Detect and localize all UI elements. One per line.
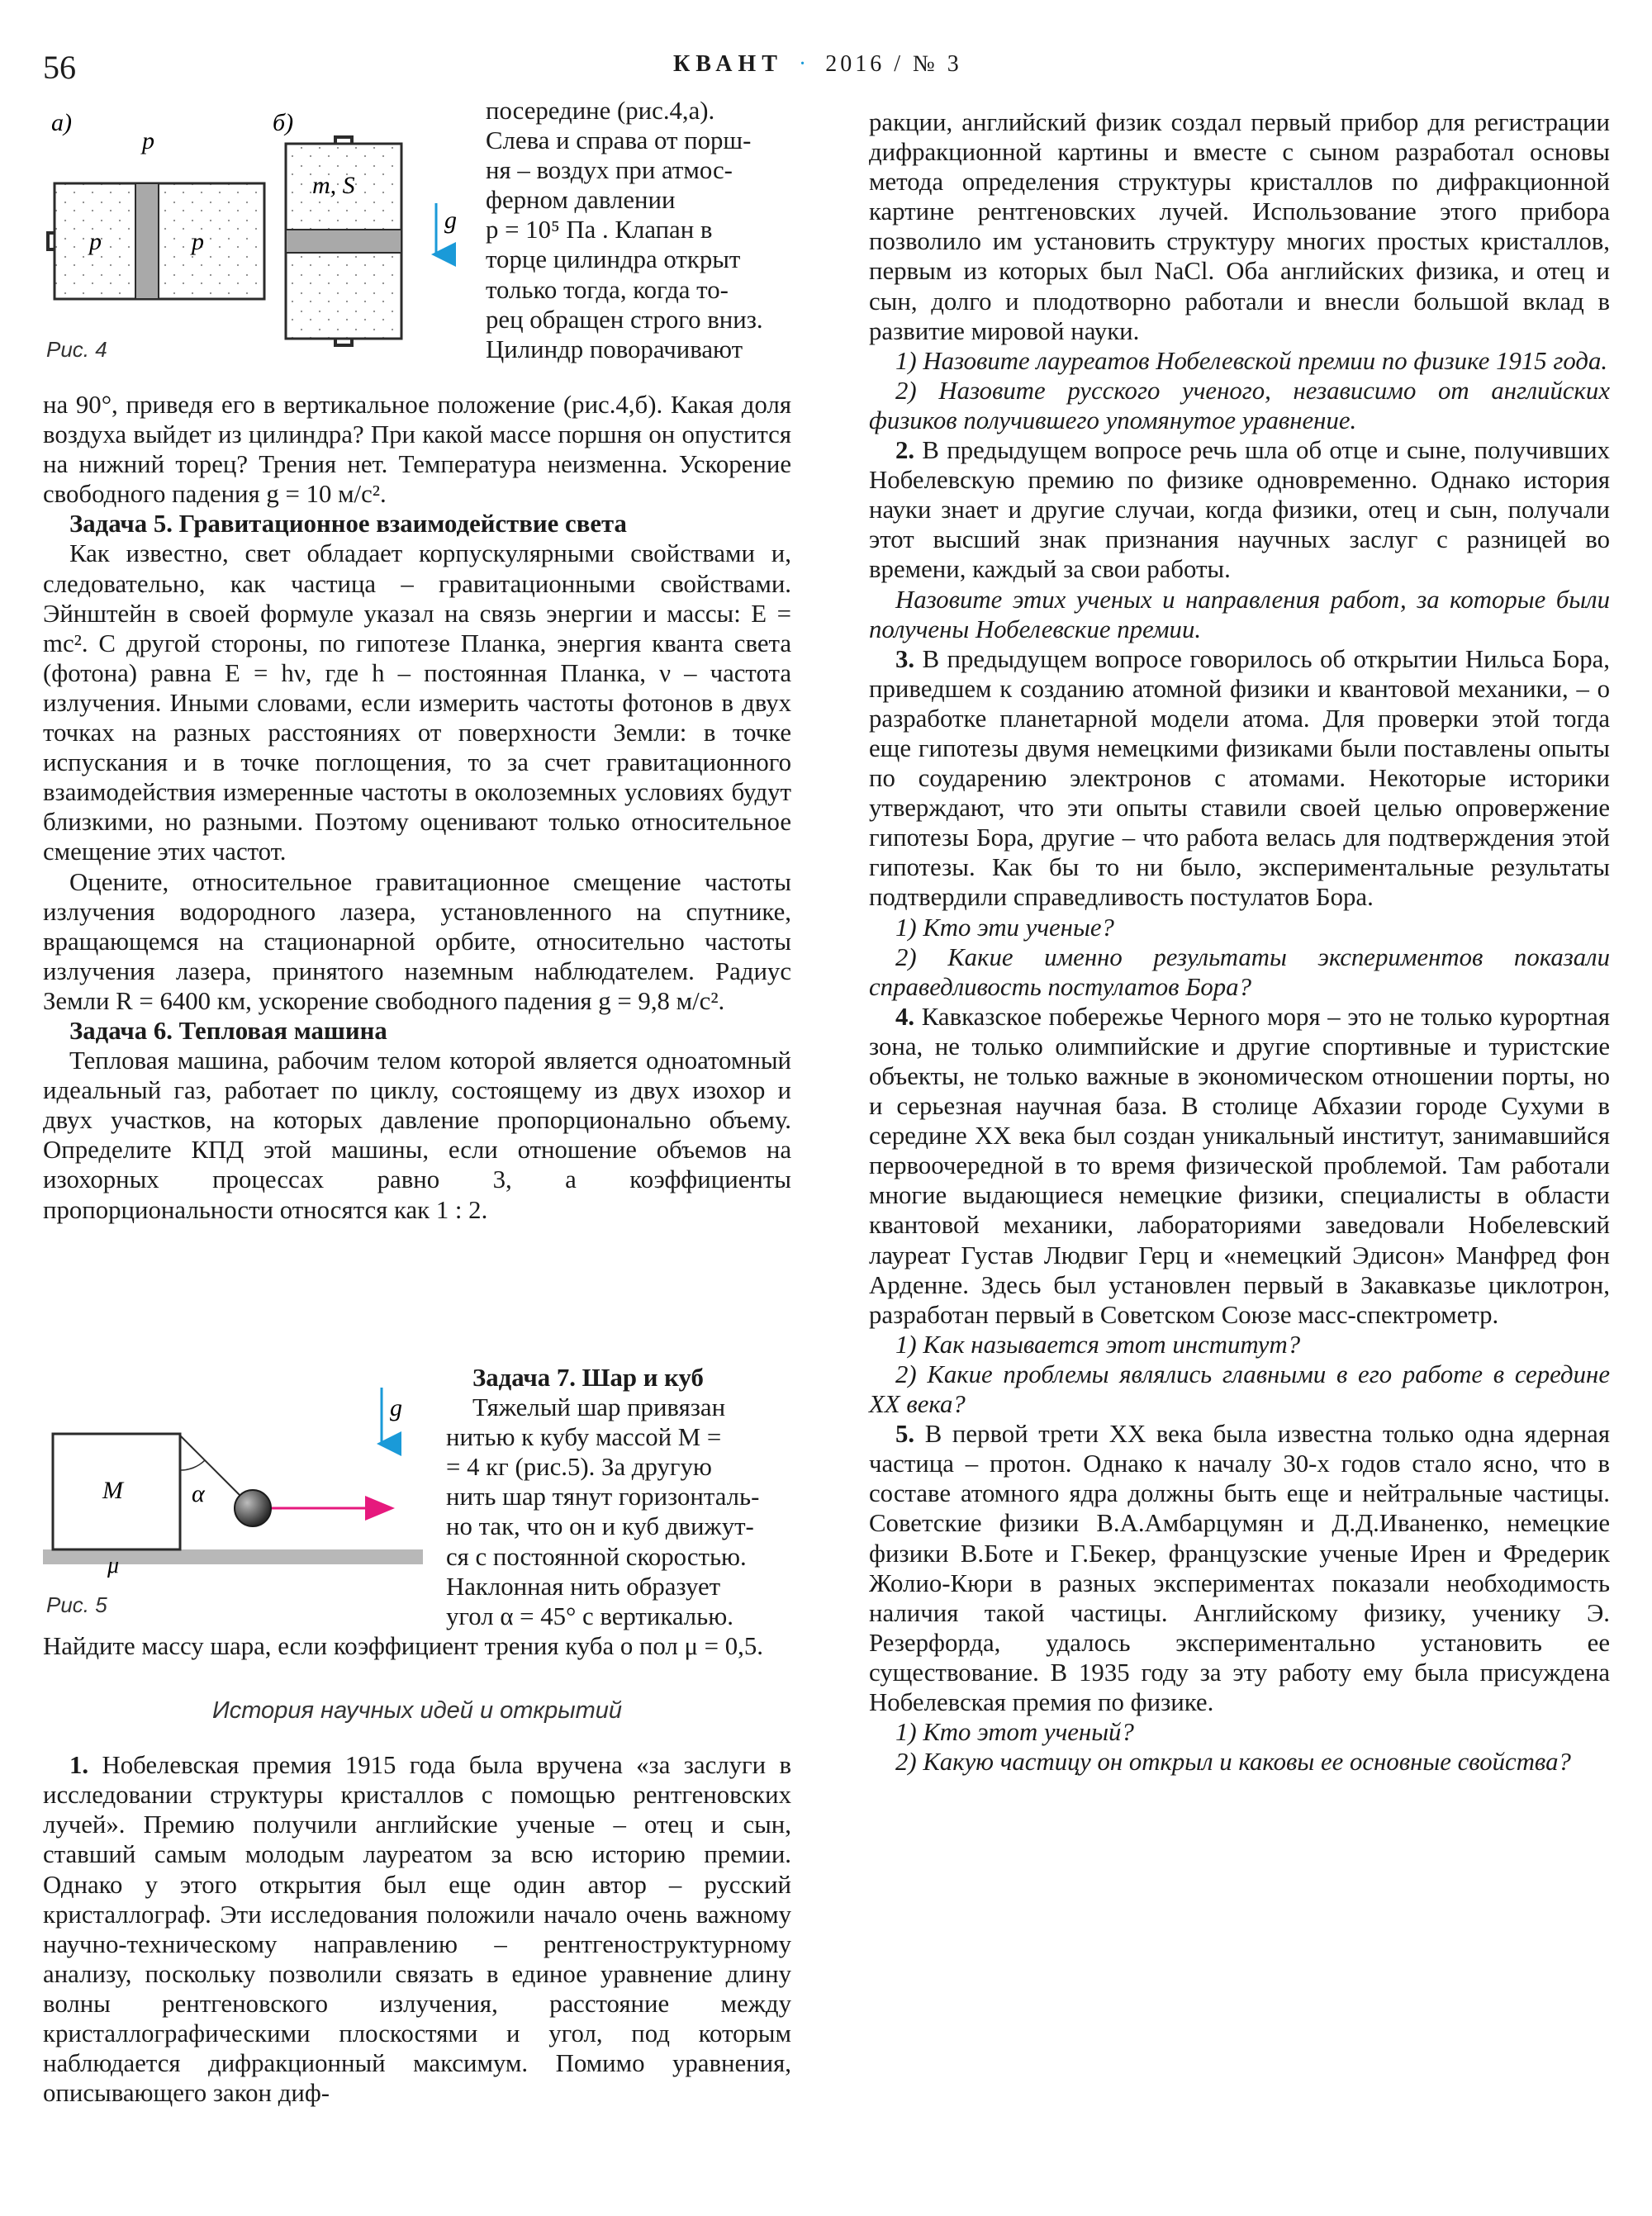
task7-title: Задача 7. Шар и куб: [472, 1364, 704, 1392]
history-q1-number: 1.: [69, 1751, 89, 1780]
task4-line: ферном давлении: [486, 186, 676, 215]
fig4a-piston: [135, 183, 159, 299]
header-separator: ·: [798, 51, 810, 77]
fig5-label-mu: μ: [107, 1553, 120, 1578]
task6-paragraph: Тепловая машина, рабочим телом которой является одноатомный идеальный газ, работает по циклу, состоящему из двух изохор и двух участков, на которых давление пропорционально объему. Определите КПД этой машины, если отношение объемов на изохорных процессах равно 3, а коэффициенты пропорциональности относятся как 1 : 2.: [43, 1046, 791, 1224]
task7-continuation: Найдите массу шара, если коэффициент трения куба о пол μ = 0,5.: [43, 1632, 763, 1660]
figure-5-caption: Рис. 5: [46, 1592, 107, 1617]
history-q1-continued: ракции, английский физик создал первый прибор для регистрации дифракционной картины и вместе с сыном разработал основы метода определения структуры кристаллов по дифракционной картине рентгеновских лучей. Использование этого прибора позволило им установить структуру многих простых кристаллов, первым из которых был NaCl. Оба английских физика, и отец и сын, долго и плодотворно работали и внесли большой вклад в развитие мировой науки.: [869, 108, 1610, 345]
history-q2-number: 2.: [895, 436, 915, 465]
fig4-label-g: g: [444, 206, 457, 234]
fig4-label-a: а): [51, 109, 72, 136]
history-q5: [869, 1419, 1610, 1717]
task4-beside-figure: [486, 96, 791, 364]
task4-line: Слева и справа от порш-: [486, 126, 752, 155]
fig5-label-g: g: [390, 1394, 402, 1421]
task4-line: ня – воздух при атмос-: [486, 156, 733, 185]
task7-beside-figure: [446, 1363, 791, 1631]
task5-paragraph-2: Оцените, относительное гравитационное смещение частоты излучения водородного лазера, установленного на спутнике, вращающемся на стационарной орбите, относительно частоты излучения лазера, принятого наземным наблюдателем. Радиус Земли R = 6400 км, ускорение свободного падения g = 9,8 м/с².: [43, 867, 791, 1015]
left-column-lower: [43, 1631, 791, 2108]
task4-line: рец обращен строго вниз.: [486, 305, 763, 334]
history-q1-question-1: 1) Назовите лауреатов Нобелевской премии по физике 1915 года.: [895, 346, 1608, 375]
history-q3-question-1: 1) Кто эти ученые?: [895, 913, 1114, 942]
fig5-floor: [43, 1549, 423, 1564]
fig4-label-b: б): [273, 109, 294, 136]
history-section-title: История научных идей и открытий: [211, 1697, 623, 1725]
history-q1-question-2: 2) Назовите русского ученого, независимо от английских физиков получившего упомянутое уравнение.: [869, 376, 1610, 434]
task7-line: ся с постоянной скоростью.: [446, 1542, 747, 1571]
fig5-label-M: M: [102, 1477, 123, 1504]
history-q5-question-2: 2) Какую частицу он открыл и каковы ее основные свойства?: [895, 1748, 1571, 1777]
magazine-title: КВАНТ: [673, 51, 783, 77]
history-q2-question: Назовите этих ученых и направления работ, за которые были получены Нобелевские премии.: [869, 585, 1610, 643]
history-q2-text: В предыдущем вопросе речь шла об отце и сыне, получивших Нобелевскую премию по физике одновременно. Однако история науки знает и другие случаи, когда физики, отец и сын, получали этот высший знак признания научных заслуг с разницей во времени, каждый за свои работы.: [869, 436, 1610, 584]
history-q3-text: В предыдущем вопросе говорилось об открытии Нильса Бора, приведшем к созданию атомной физики и квантовой механики, – о разработке планетарной модели атома. Для проверки этой тогда еще гипотезы двумя немецкими физиками были поставлены опыты по соударению электронов с атомами. Некоторые историки утверждают, что эти опыты ставили своей целью опровержение гипотезы Бора, другие – что работа велась для подтверждения этой гипотезы. Как бы то ни было, экспериментальные результаты подтвердили справедливость постулатов Бора.: [869, 644, 1610, 912]
task5-title: Задача 5. Гравитационное взаимодействие света: [69, 510, 627, 539]
left-column: [43, 390, 791, 1225]
history-q4-question-2: 2) Какие проблемы являлись главными в его работе в середине XX века?: [869, 1359, 1610, 1419]
history-q1-text: Нобелевская премия 1915 года была вручена «за заслуги в исследовании структуры кристаллов с помощью рентгеновских лучей». Премию получили английские ученые – отец и сын, ставший самым молодым лауреатом за всю историю премии. Однако у этого открытия был еще один автор – русский кристаллограф. Эти исследования положили начало очень важному научно-техническому направлению – рентгеноструктурному анализу, поскольку позволили связать в единое уравнение длину волны рентгеновского излучения, расстояние между кристаллографическими плоскостями и угол, под которым наблюдается дифракционный максимум. Помимо уравнения, описывающего закон диф-: [43, 1751, 791, 2108]
task4-line: Цилиндр поворачивают: [486, 335, 743, 363]
task7-line: нитью к кубу массой M =: [446, 1423, 722, 1452]
task7-line: Наклонная нить образует: [446, 1572, 721, 1601]
task4-line: только тогда, когда то-: [486, 275, 729, 304]
fig5-ball: [235, 1490, 271, 1526]
history-q4: [869, 1002, 1610, 1330]
history-q3: [869, 644, 1610, 913]
task4-line: посередине (рис.4,а).: [486, 97, 715, 125]
task4-continuation: на 90°, приведя его в вертикальное положение (рис.4,б). Какая доля воздуха выйдет из цилиндра? При какой массе поршня он опустится на нижний торец? Трения нет. Температура неизменна. Ускорение свободного падения g = 10 м/с².: [43, 391, 791, 509]
task5-paragraph-1: Как известно, свет обладает корпускулярными свойствами и, следовательно, как частица – гравитационными свойствами. Эйнштейн в своей формуле указал на связь энергии и массы: E = mc². С другой стороны, по гипотезе Планка, энергия кванта света (фотона) равна E = hν, где h – постоянная Планка, ν – частота излучения. Иными словами, если измерить частоты фотонов в двух точках на разных расстояниях от поверхности Земли: в точке испускания и в точке поглощения, то за счет гравитационного взаимодействия измеренные частоты в околоземных условиях будут близкими, но разными. Поэтому оценивают только относительное смещение этих частот.: [43, 539, 791, 866]
issue-number: 2016 / № 3: [825, 51, 962, 77]
history-q4-question-1: 1) Как называется этот институт?: [895, 1330, 1301, 1359]
task7-line: = 4 кг (рис.5). За другую: [446, 1453, 712, 1482]
history-q3-question-2: 2) Какие именно результаты экспериментов показали справедливость постулатов Бора?: [869, 942, 1610, 1001]
figure-4-caption: Рис. 4: [46, 337, 107, 362]
fig4-label-p-left: p: [89, 228, 102, 255]
history-q4-text: Кавказское побережье Черного моря – это не только курортная зона, не только олимпийские и другие спортивные и туристские объекты, не только важные в экономическом отношении порты, но и серьезная научная база. В столице Абхазии городе Сухуми в середине XX века был создан уникальный институт, занимавшийся первоочередной в то время физической проблемой. Там работали многие выдающиеся немецкие физики, специалисты в области квантовой механики, лабораториями заведовали Нобелевский лауреат Густав Людвиг Герц и «немецкий Эдисон» Манфред фон Арденне. Здесь был установлен первый в Закавказье циклотрон, разработан первый в Советском Союзе масс-спектрометр.: [869, 1002, 1610, 1329]
running-head: [673, 51, 962, 78]
fig5-label-alpha: α: [192, 1480, 205, 1507]
task4-line: торце цилиндра открыт: [486, 245, 741, 274]
fig5-angle-arc: [180, 1460, 205, 1470]
history-q2: [869, 435, 1610, 584]
figure-4: [43, 109, 472, 347]
task7-line: угол α = 45° с вертикалью.: [446, 1601, 733, 1630]
task6-title: Задача 6. Тепловая машина: [69, 1016, 387, 1045]
page-number: 56: [43, 49, 76, 86]
task7-line: Тяжелый шар привязан: [472, 1393, 726, 1422]
history-q5-question-1: 1) Кто этот ученый?: [895, 1718, 1134, 1747]
fig4-label-mS: m, S: [312, 172, 355, 199]
fig5-thread-inclined: [180, 1435, 244, 1500]
task7-line: но так, что он и куб движут-: [446, 1512, 754, 1541]
fig4-label-p-top: p: [142, 127, 154, 154]
history-q1: [43, 1750, 791, 2108]
history-q5-number: 5.: [895, 1420, 915, 1449]
history-q5-text: В первой трети XX века была известна только одна ядерная частица – протон. Однако к началу 30-х годов стало ясно, что в составе атомного ядра должны быть еще и нейтральные частицы. Советские физики В.А.Амбарцумян и Д.Д.Иваненко, немецкие физики В.Боте и Г.Бекер, французские ученые Ирен и Фредерик Жолио-Кюри в разных экспериментах показали необходимость наличия такой частицы. Английскому физику, ученику Э. Резерфорда, удалось экспериментально установить ее существование. В 1935 году за эту работу ему была присуждена Нобелевская премия по физике.: [869, 1420, 1610, 1716]
fig4b-piston: [286, 230, 401, 253]
history-q4-number: 4.: [895, 1002, 915, 1031]
right-column: [869, 107, 1610, 1777]
history-q3-number: 3.: [895, 644, 915, 673]
task7-line: нить шар тянут горизонталь-: [446, 1483, 760, 1511]
task4-line: p = 10⁵ Па . Клапан в: [486, 216, 713, 244]
figure-5: [43, 1388, 431, 1586]
fig4-label-p-right: p: [192, 228, 204, 255]
